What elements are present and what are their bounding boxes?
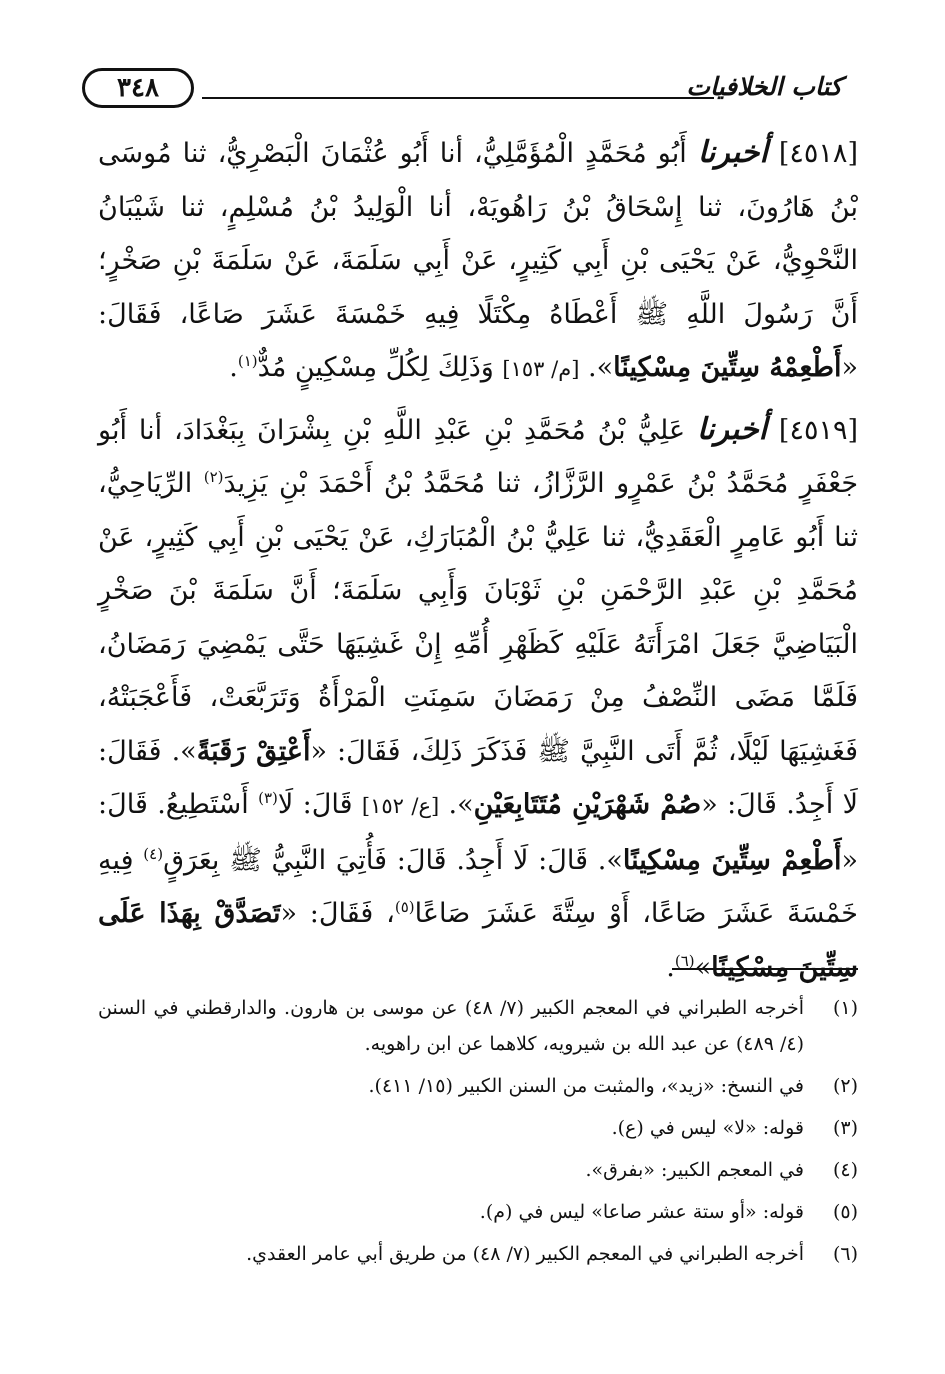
- footnote-number: (٦): [832, 1243, 858, 1265]
- footnote-marker: (٥): [394, 898, 415, 916]
- footnote-text: في المعجم الكبير: «بفرق».: [585, 1159, 804, 1181]
- footnote-marker: (٢): [203, 468, 224, 486]
- hadith-keyword: أخبرنا: [697, 135, 768, 170]
- footnotes: [98, 990, 858, 1278]
- footnote-text: في النسخ: «زيد»، والمثبت من السنن الكبير (١٥/ ٤١١).: [368, 1075, 804, 1097]
- prophetic-quote: صُمْ شَهْرَيْنِ مُتَتَابِعَيْنِ: [473, 789, 702, 820]
- footnote-text: قوله: «أو ستة عشر صاعا» ليس في (م).: [479, 1201, 804, 1223]
- footnote: [98, 1068, 858, 1104]
- text-segment: قَالَ: لَا: [277, 789, 362, 820]
- manuscript-ref: [ع/ ١٥٢]: [361, 794, 440, 818]
- footnote-marker: (٤): [143, 844, 164, 863]
- footnote-text: أخرجه الطبراني في المعجم الكبير (٧/ ٤٨) من طريق أبي عامر العقدي.: [246, 1243, 804, 1265]
- footnote-divider: [672, 968, 858, 970]
- footnote-marker: (٦): [674, 951, 695, 970]
- footnote: [98, 1194, 858, 1230]
- hadith-number: [٤٥١٨]: [778, 138, 858, 169]
- text-segment: .: [666, 951, 675, 983]
- text-segment: فِيهِ خَمْسَةَ عَشَرَ صَاعًا، أَوْ سِتَّةَ عَشَرَ صَاعًا: [98, 844, 858, 929]
- text-segment: ». فَقَالَ: لَا أَجِدُ. قَالَ: «: [98, 735, 858, 820]
- prophetic-quote: أَطْعِمْهُ سِتِّينَ مِسْكِينًا: [613, 352, 842, 383]
- footnote: [98, 1110, 858, 1146]
- text-segment: أَبُو مُحَمَّدٍ الْمُؤَمَّلِيُّ، أنا أَبُو عُثْمَانَ الْبَصْرِيُّ، ثنا مُوسَى بْنُ هَارُونَ، ثنا إِسْحَاقُ بْنُ رَاهُويَهْ، أنا الْوَلِيدُ بْنُ مُسْلِمٍ، ثنا شَيْبَانُ النَّحْوِيُّ، عَنْ يَحْيَى بْنِ أَبِي كَثِيرٍ، عَنْ أَبِي سَلَمَةَ، عَنْ سَلَمَةَ بْنِ صَخْرٍ؛ أَنَّ رَسُولَ اللَّهِ ﷺ أَعْطَاهُ مِكْتَلًا فِيهِ خَمْسَةَ عَشَرَ صَاعًا، فَقَالَ: «: [98, 138, 858, 383]
- text-segment: وَذَلِكَ لِكُلِّ مِسْكِينٍ مُدٌّ: [257, 352, 503, 383]
- page-header: [82, 68, 842, 116]
- header-divider: [202, 97, 714, 99]
- footnote: [98, 1152, 858, 1188]
- footnote-number: (٤): [832, 1159, 858, 1181]
- footnote-number: (٥): [832, 1201, 858, 1223]
- text-segment: »: [694, 951, 712, 983]
- footnote-text: قوله: «لا» ليس في (ع).: [611, 1117, 804, 1139]
- hadith-paragraph: [98, 126, 858, 397]
- footnote-number: (٣): [832, 1117, 858, 1139]
- footnote: [98, 1236, 858, 1272]
- page-number-badge: [82, 68, 194, 108]
- manuscript-ref: [م/ ١٥٣]: [502, 357, 580, 381]
- text-segment: الرِّيَاحِيُّ، ثنا أَبُو عَامِرٍ الْعَقَدِيُّ، ثنا عَلِيُّ بْنُ الْمُبَارَكِ، عَنْ يَحْيَى بْنِ أَبِي كَثِيرٍ، عَنْ مُحَمَّدِ بْنِ عَبْدِ الرَّحْمَنِ بْنِ ثَوْبَانَ وَأَبِي سَلَمَةَ؛ أَنَّ سَلَمَةَ بْنَ صَخْرٍ الْبَيَاضِيَّ جَعَلَ امْرَأَتَهُ عَلَيْهِ كَظَهْرِ أُمِّهِ إِنْ غَشِيَهَا حَتَّى يَمْضِيَ رَمَضَانُ، فَلَمَّا مَضَى النِّصْفُ مِنْ رَمَضَانَ سَمِنَتِ الْمَرْأَةُ وَتَرَبَّعَتْ، فَأَعْجَبَتْهُ، فَغَشِيَهَا لَيْلًا، ثُمَّ أَتَى النَّبِيَّ ﷺ فَذَكَرَ ذَلِكَ، فَقَالَ: «: [98, 468, 858, 767]
- main-text: [98, 126, 858, 1000]
- page-number: ٣٤٨: [117, 73, 159, 103]
- hadith-body: [98, 415, 858, 983]
- hadith-number: [٤٥١٩]: [778, 414, 858, 446]
- prophetic-quote: تَصَدَّقْ بِهَذَا عَلَى سِتِّينَ مِسْكِينًا: [98, 898, 858, 983]
- hadith-paragraph: [98, 403, 858, 995]
- footnote-text: أخرجه الطبراني في المعجم الكبير (٧/ ٤٨) عن موسى بن هارون. والدارقطني في السنن (٤/ ٤٨٩) عن عبد الله بن شيرويه، كلاهما عن ابن راهويه.: [98, 997, 804, 1055]
- text-segment: ».: [439, 789, 474, 820]
- footnote-marker: (٣): [258, 789, 278, 807]
- book-title: كتاب الخلافيات: [686, 72, 842, 101]
- footnote-number: (١): [832, 997, 858, 1019]
- text-segment: ». قَالَ: لَا أَجِدُ. قَالَ: فَأُتِيَ النَّبِيُّ ﷺ بِعَرَقٍ: [163, 844, 623, 876]
- footnote-marker: (١): [237, 352, 258, 370]
- prophetic-quote: أَعْتِقْ رَقَبَةً: [196, 735, 311, 767]
- footnote-number: (٢): [832, 1075, 858, 1097]
- hadith-keyword: أخبرنا: [697, 411, 767, 447]
- hadith-body: [98, 138, 858, 383]
- prophetic-quote: أَطْعِمْ سِتِّينَ مِسْكِينًا: [622, 844, 842, 876]
- text-segment: ».: [579, 352, 614, 383]
- text-segment: أَسْتَطِيعُ. قَالَ: «: [98, 789, 858, 876]
- text-segment: .: [229, 352, 238, 383]
- footnote: [98, 990, 858, 1062]
- text-segment: عَلِيُّ بْنُ مُحَمَّدِ بْنِ عَبْدِ اللَّهِ بْنِ بِشْرَانَ بِبَغْدَادَ، أنا أَبُو جَعْفَرٍ مُحَمَّدُ بْنُ عَمْرٍو الرَّزَّازُ، ثنا مُحَمَّدُ بْنُ أَحْمَدَ بْنِ يَزِيدَ: [98, 414, 859, 499]
- text-segment: ، فَقَالَ: «: [280, 898, 395, 929]
